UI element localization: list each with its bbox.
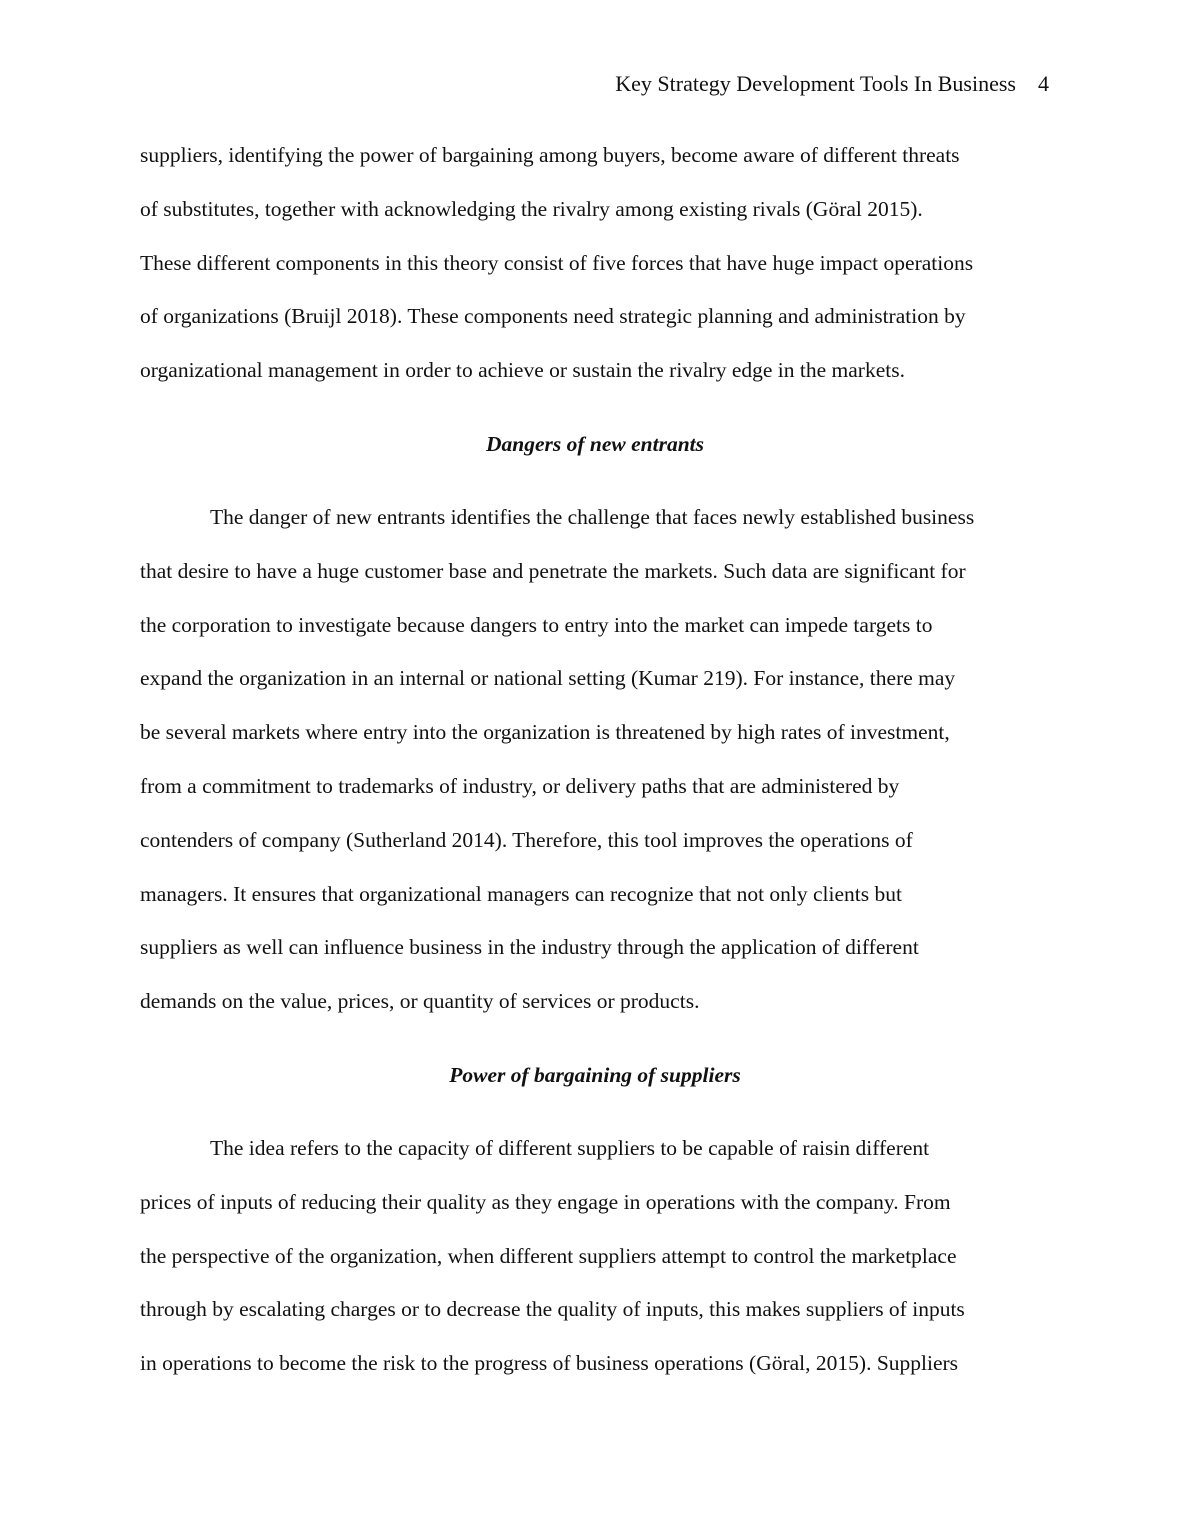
text-line: The danger of new entrants identifies the challenge that faces newly established business <box>210 504 975 529</box>
text-line: suppliers as well can influence business in the industry through the application of different <box>140 935 919 960</box>
text-line: of substitutes, together with acknowledging the rivalry among existing rivals (Göral 2015). <box>140 196 923 221</box>
text-line: These different components in this theory consist of five forces that have huge impact operations <box>140 250 974 275</box>
text-line: prices of inputs of reducing their quality as they engage in operations with the company. From <box>140 1189 951 1214</box>
text-line: the perspective of the organization, when different suppliers attempt to control the marketplace <box>140 1243 957 1268</box>
section-heading-new-entrants: Dangers of new entrants <box>485 431 705 456</box>
text-line: from a commitment to trademarks of industry, or delivery paths that are administered by <box>140 773 900 798</box>
text-line: contenders of company (Sutherland 2014). Therefore, this tool improves the operations of <box>140 827 913 852</box>
text-line: organizational management in order to achieve or sustain the rivalry edge in the markets. <box>140 358 905 383</box>
text-line: in operations to become the risk to the progress of business operations (Göral, 2015). Suppliers <box>140 1351 959 1376</box>
running-title: Key Strategy Development Tools In Business <box>615 71 1016 96</box>
section-heading-supplier-power: Power of bargaining of suppliers <box>449 1062 741 1087</box>
text-line: demands on the value, prices, or quantity of services or products. <box>140 989 700 1014</box>
paragraph-new-entrants <box>140 502 1050 1040</box>
running-head <box>615 70 1049 98</box>
text-line: The idea refers to the capacity of different suppliers to be capable of raisin different <box>210 1135 930 1160</box>
text-line: the corporation to investigate because dangers to entry into the market can impede targets to <box>140 612 933 637</box>
document-body <box>140 140 1050 1402</box>
text-line: of organizations (Bruijl 2018). These components need strategic planning and administration by <box>140 304 966 329</box>
paragraph-supplier-power <box>140 1133 1050 1402</box>
page-number: 4 <box>1038 71 1049 96</box>
text-line: expand the organization in an internal or national setting (Kumar 219). For instance, there may <box>140 666 956 691</box>
text-line: suppliers, identifying the power of bargaining among buyers, become aware of different threats <box>140 143 960 167</box>
text-line: that desire to have a huge customer base and penetrate the markets. Such data are significant for <box>140 558 966 583</box>
text-line: through by escalating charges or to decrease the quality of inputs, this makes suppliers of inputs <box>140 1297 965 1322</box>
text-line: be several markets where entry into the organization is threatened by high rates of investment, <box>140 720 950 745</box>
text-line: managers. It ensures that organizational managers can recognize that not only clients but <box>140 881 902 906</box>
paragraph-intro <box>140 140 1050 409</box>
